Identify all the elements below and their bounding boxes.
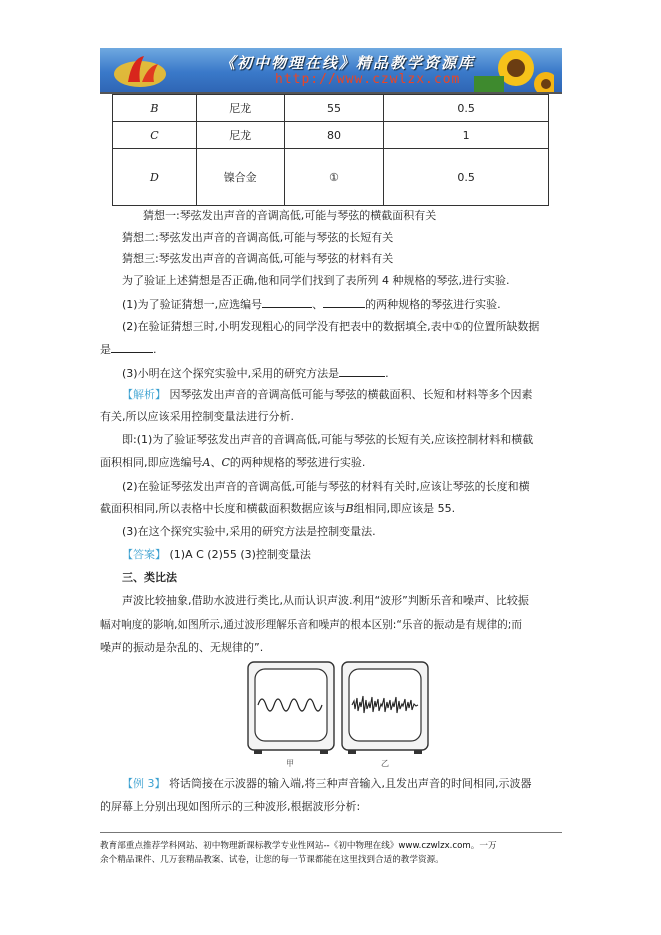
analysis-6-text: 截面积相同,所以表格中长度和横截面积数据应该与 [100,502,346,515]
question-1-sep: 、 [312,298,324,311]
answer-blank[interactable] [323,296,365,308]
table-row [113,95,549,122]
analogy-2: 幅对响度的影响,如图所示,通过波形理解乐音和噪声的根本区别:“乐音的振动是有规律的;而 [100,619,522,631]
question-2-lead: 是 [100,343,111,356]
code-a: A [202,456,211,469]
cell-area: 0.5 [384,149,549,206]
footer-divider [100,832,562,833]
example-3 [122,776,562,792]
answer-tag: 【答案】 [122,548,166,561]
analysis-4-sep: 、 [210,456,222,469]
guess-1: 猜想一:琴弦发出声音的音调高低,可能与琴弦的横截面积有关 [143,209,437,222]
banner-title: 《初中物理在线》精品教学资源库 [220,54,476,72]
answer-blank[interactable] [111,341,153,353]
guess-3: 猜想三:琴弦发出声音的音调高低,可能与琴弦的材料有关 [122,252,394,265]
cell-material: 尼龙 [196,95,284,122]
cell-length: 55 [284,95,384,122]
oscilloscope-right-icon [342,662,428,754]
analysis-text: 因琴弦发出声音的音调高低可能与琴弦的横截面积、长短和材料等多个因素 [169,388,533,401]
analysis-4 [100,455,562,471]
cell-material: 尼龙 [196,122,284,149]
analysis-3: 即:(1)为了验证琴弦发出声音的音调高低,可能与琴弦的长短有关,应该控制材料和横截 [122,433,534,446]
example-text: 将话筒接在示波器的输入端,将三种声音输入,且发出声音的时间相同,示波器 [169,777,532,790]
paragraph-verify: 为了验证上述猜想是否正确,他和同学们找到了表所列 4 种规格的琴弦,进行实验. [122,274,510,287]
analogy-1: 声波比较抽象,借助水波进行类比,从而认识声波.利用“波形”判断乐音和噪声、比较振 [122,594,529,607]
string-spec-table [112,94,549,206]
answer-line [122,547,562,563]
banner-url[interactable]: http://www.czwlzx.com [275,72,461,87]
code-c: C [221,456,230,469]
analogy-3: 噪声的振动是杂乱的、无规律的”. [100,641,264,654]
cell-code: B [113,95,197,122]
footer-line-1: 教育部重点推荐学科网站、初中物理新课标教学专业性网站--《初中物理在线》www.czwlzx.com。一万 [100,841,497,851]
cell-code: D [113,149,197,206]
header-banner [100,48,562,92]
footer-line-2: 余个精品课件、几万套精品教案、试卷，让您的每一节课都能在这里找到合适的教学资源。 [100,855,444,865]
analysis-1 [122,387,562,403]
example-3-cont: 的屏幕上分别出现如图所示的三种波形,根据波形分析: [100,800,361,813]
cell-length-missing: ① [284,149,384,206]
question-1-end: 的两种规格的琴弦进行实验. [365,298,501,311]
oscilloscope-figure [244,660,432,768]
site-logo-icon [110,52,170,90]
analysis-5: (2)在验证琴弦发出声音的音调高低,可能与琴弦的材料有关时,应该让琴弦的长度和横 [122,480,530,493]
question-1 [122,296,562,313]
example-tag: 【例 3】 [122,777,166,790]
analysis-6-end: 组相同,即应该是 55. [353,502,456,515]
question-1-text: (1)为了验证猜想一,应选编号 [122,298,263,311]
cell-length: 80 [284,122,384,149]
question-3-text: (3)小明在这个探究实验中,采用的研究方法是 [122,367,340,380]
cell-material: 镍合金 [196,149,284,206]
figure-label-right: 乙 [381,759,389,768]
cell-area: 0.5 [384,95,549,122]
cell-area: 1 [384,122,549,149]
figure-label-left: 甲 [286,759,294,768]
section-heading: 三、类比法 [122,571,177,584]
analysis-7: (3)在这个探究实验中,采用的研究方法是控制变量法. [122,525,376,538]
answer-text: (1)A C (2)55 (3)控制变量法 [169,548,311,561]
question-3 [122,365,562,382]
code-b: B [345,502,354,515]
cell-code: C [113,122,197,149]
table-row [113,149,549,206]
sunflower-icon [454,48,554,92]
oscilloscope-left-icon [248,662,334,754]
answer-blank[interactable] [262,296,312,308]
question-2: (2)在验证猜想三时,小明发现粗心的同学没有把表中的数据填全,表中①的位置所缺数据 [122,320,540,333]
question-3-end: . [385,367,389,380]
guess-2: 猜想二:琴弦发出声音的音调高低,可能与琴弦的长短有关 [122,231,394,244]
analysis-tag: 【解析】 [122,388,166,401]
analysis-4-text: 面积相同,即应选编号 [100,456,203,469]
table-row [113,122,549,149]
answer-blank[interactable] [339,365,385,377]
question-2-end: . [153,343,157,356]
question-2-cont [100,341,562,358]
analysis-4-end: 的两种规格的琴弦进行实验. [229,456,366,469]
analysis-6 [100,501,562,517]
analysis-2: 有关,所以应该采用控制变量法进行分析. [100,410,294,423]
